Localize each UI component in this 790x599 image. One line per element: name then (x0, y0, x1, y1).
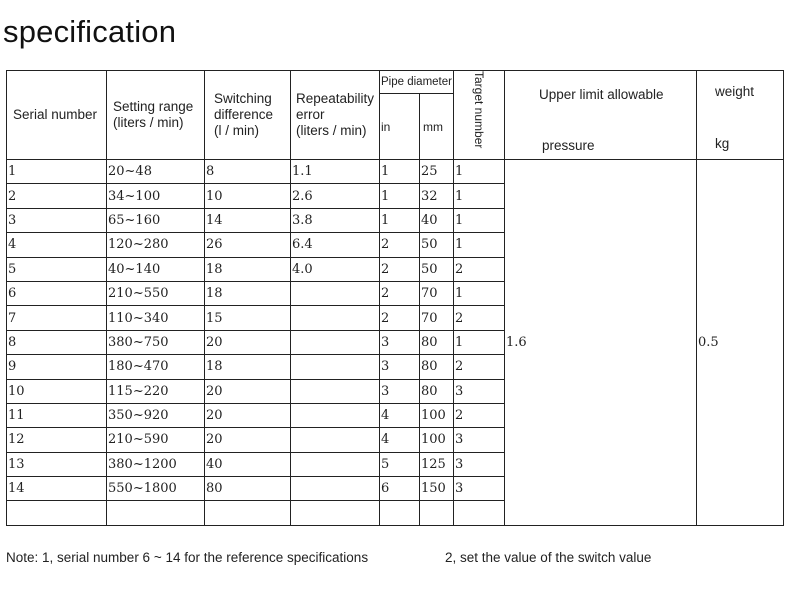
cell-target-number: 1 (454, 184, 505, 208)
cell-pipe-mm: 100 (420, 403, 454, 427)
header-switching-difference: Switching difference (l / min) (205, 71, 291, 160)
note-switch-value: 2, set the value of the switch value (445, 550, 652, 565)
cell-pipe-in: 3 (380, 355, 420, 379)
cell-setting-range: 40~140 (107, 257, 205, 281)
cell-setting-range: 380~1200 (107, 452, 205, 476)
header-upper-limit-pressure: Upper limit allowable pressure (505, 71, 697, 160)
cell-setting-range: 34~100 (107, 184, 205, 208)
cell-switching-difference: 40 (205, 452, 291, 476)
cell-repeatability-error: 4.0 (291, 257, 380, 281)
cell-pipe-in (380, 501, 420, 526)
cell-target-number: 1 (454, 208, 505, 232)
cell-setting-range: 110~340 (107, 306, 205, 330)
cell-switching-difference: 18 (205, 355, 291, 379)
page-title: specification (3, 14, 177, 49)
cell-switching-difference: 26 (205, 233, 291, 257)
table-body (7, 160, 784, 526)
cell-repeatability-error (291, 501, 380, 526)
cell-pipe-in: 2 (380, 233, 420, 257)
cell-serial-number: 13 (7, 452, 107, 476)
cell-serial-number: 5 (7, 257, 107, 281)
cell-switching-difference: 20 (205, 330, 291, 354)
cell-pipe-mm: 70 (420, 306, 454, 330)
cell-pipe-in: 3 (380, 379, 420, 403)
cell-setting-range: 120~280 (107, 233, 205, 257)
cell-pipe-in: 2 (380, 257, 420, 281)
cell-switching-difference: 20 (205, 403, 291, 427)
cell-pipe-mm: 32 (420, 184, 454, 208)
cell-switching-difference: 18 (205, 257, 291, 281)
cell-pipe-mm: 80 (420, 379, 454, 403)
cell-target-number: 3 (454, 428, 505, 452)
cell-repeatability-error: 3.8 (291, 208, 380, 232)
cell-switching-difference: 8 (205, 160, 291, 184)
cell-repeatability-error: 2.6 (291, 184, 380, 208)
cell-pipe-in: 4 (380, 403, 420, 427)
specification-table (6, 70, 784, 526)
header-weight: weight kg (697, 71, 784, 160)
cell-pipe-in: 3 (380, 330, 420, 354)
cell-switching-difference: 20 (205, 428, 291, 452)
cell-serial-number: 1 (7, 160, 107, 184)
cell-target-number: 1 (454, 330, 505, 354)
header-pipe-diameter: Pipe diameter (380, 71, 454, 94)
cell-serial-number: 6 (7, 281, 107, 305)
header-pipe-mm: mm (420, 94, 454, 160)
cell-switching-difference: 18 (205, 281, 291, 305)
header-target-number: Target number (454, 71, 505, 160)
cell-pipe-in: 1 (380, 184, 420, 208)
cell-serial-number (7, 501, 107, 526)
cell-repeatability-error: 1.1 (291, 160, 380, 184)
cell-pipe-mm: 70 (420, 281, 454, 305)
cell-target-number: 2 (454, 306, 505, 330)
header-repeatability-error: Repeatability error (liters / min) (291, 71, 380, 160)
cell-setting-range: 20~48 (107, 160, 205, 184)
cell-serial-number: 14 (7, 477, 107, 501)
cell-setting-range: 380~750 (107, 330, 205, 354)
cell-setting-range: 350~920 (107, 403, 205, 427)
cell-serial-number: 9 (7, 355, 107, 379)
cell-repeatability-error (291, 330, 380, 354)
cell-setting-range: 115~220 (107, 379, 205, 403)
cell-switching-difference: 15 (205, 306, 291, 330)
cell-target-number: 2 (454, 403, 505, 427)
table-row (7, 160, 784, 184)
cell-repeatability-error (291, 306, 380, 330)
cell-pipe-in: 2 (380, 306, 420, 330)
cell-repeatability-error (291, 477, 380, 501)
cell-target-number: 1 (454, 160, 505, 184)
cell-target-number: 2 (454, 355, 505, 379)
cell-switching-difference: 80 (205, 477, 291, 501)
cell-target-number: 3 (454, 379, 505, 403)
cell-target-number: 1 (454, 233, 505, 257)
cell-pipe-in: 1 (380, 160, 420, 184)
cell-switching-difference: 14 (205, 208, 291, 232)
cell-pipe-in: 6 (380, 477, 420, 501)
cell-serial-number: 11 (7, 403, 107, 427)
header-serial-number: Serial number (7, 71, 107, 160)
cell-pipe-mm: 25 (420, 160, 454, 184)
cell-target-number: 1 (454, 281, 505, 305)
cell-serial-number: 7 (7, 306, 107, 330)
cell-pipe-mm (420, 501, 454, 526)
cell-switching-difference: 10 (205, 184, 291, 208)
cell-repeatability-error (291, 452, 380, 476)
cell-serial-number: 2 (7, 184, 107, 208)
cell-target-number: 3 (454, 452, 505, 476)
header-pipe-in: in (380, 94, 420, 160)
cell-weight-value: 0.5 (697, 160, 784, 526)
cell-repeatability-error (291, 428, 380, 452)
cell-setting-range: 210~550 (107, 281, 205, 305)
cell-target-number (454, 501, 505, 526)
cell-repeatability-error (291, 379, 380, 403)
cell-serial-number: 8 (7, 330, 107, 354)
cell-serial-number: 4 (7, 233, 107, 257)
cell-pipe-mm: 40 (420, 208, 454, 232)
cell-pipe-mm: 50 (420, 257, 454, 281)
cell-serial-number: 10 (7, 379, 107, 403)
cell-serial-number: 12 (7, 428, 107, 452)
cell-repeatability-error (291, 403, 380, 427)
cell-serial-number: 3 (7, 208, 107, 232)
cell-pipe-mm: 150 (420, 477, 454, 501)
cell-pipe-in: 4 (380, 428, 420, 452)
cell-repeatability-error: 6.4 (291, 233, 380, 257)
cell-pipe-mm: 80 (420, 355, 454, 379)
cell-setting-range (107, 501, 205, 526)
cell-pipe-in: 1 (380, 208, 420, 232)
cell-setting-range: 550~1800 (107, 477, 205, 501)
cell-pipe-in: 5 (380, 452, 420, 476)
cell-setting-range: 210~590 (107, 428, 205, 452)
cell-target-number: 2 (454, 257, 505, 281)
cell-upper-limit-pressure-value: 1.6 (505, 160, 697, 526)
cell-switching-difference (205, 501, 291, 526)
cell-setting-range: 180~470 (107, 355, 205, 379)
cell-pipe-in: 2 (380, 281, 420, 305)
cell-repeatability-error (291, 355, 380, 379)
cell-pipe-mm: 50 (420, 233, 454, 257)
cell-repeatability-error (291, 281, 380, 305)
cell-pipe-mm: 100 (420, 428, 454, 452)
cell-target-number: 3 (454, 477, 505, 501)
cell-switching-difference: 20 (205, 379, 291, 403)
note-reference-specifications: Note: 1, serial number 6 ~ 14 for the reference specifications (6, 550, 369, 565)
header-setting-range: Setting range (liters / min) (107, 71, 205, 160)
cell-pipe-mm: 80 (420, 330, 454, 354)
cell-pipe-mm: 125 (420, 452, 454, 476)
cell-setting-range: 65~160 (107, 208, 205, 232)
